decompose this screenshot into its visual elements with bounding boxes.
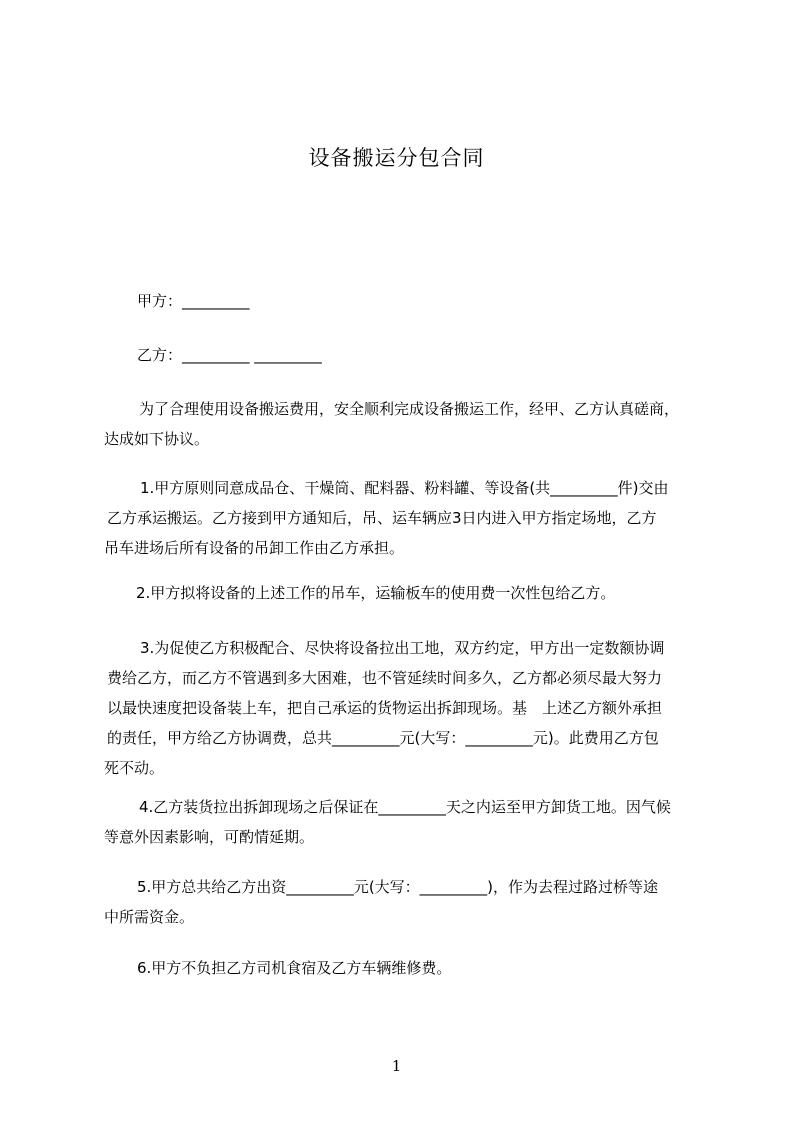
clause-2 — [104, 578, 710, 608]
clause-5 — [104, 872, 710, 932]
clause-line: 4.乙方装货拉出拆卸现场之后保证在_________天之内运至甲方卸货工地。因气候 — [139, 798, 671, 816]
clause-line: 3.为促使乙方积极配合、尽快将设备拉出工地，双方约定，甲方出一定数额协调 — [140, 639, 665, 657]
clause-line: 以最快速度把设备装上车，把自己承运的货物运出拆卸现场。基 上述乙方额外承担 — [107, 699, 663, 717]
clause-line: 乙方承运搬运。乙方接到甲方通知后，吊、运车辆应3日内进入甲方指定场地，乙方 — [107, 509, 657, 527]
intro-line: 达成如下协议。 — [104, 430, 210, 448]
clause-line: 1.甲方原则同意成品仓、干燥筒、配料器、粉料罐、等设备(共_________件)交由 — [140, 479, 669, 497]
clause-line: 6.甲方不负担乙方司机食宿及乙方车辆维修费。 — [137, 959, 452, 977]
clause-line: 死不动。 — [104, 759, 165, 777]
document-title: 设备搬运分包合同 — [308, 146, 485, 170]
intro-paragraph — [104, 394, 710, 454]
party-b-line: 乙方：_________ _________ — [137, 346, 322, 364]
clause-1 — [104, 473, 710, 563]
clause-line: 等意外因素影响，可酌情延期。 — [104, 828, 315, 846]
clause-6 — [104, 953, 710, 983]
clause-line: 吊车进场后所有设备的吊卸工作由乙方承担。 — [104, 539, 405, 557]
clause-line: 2.甲方拟将设备的上述工作的吊车，运输板车的使用费一次性包给乙方。 — [136, 584, 616, 602]
party-a-line: 甲方：_________ — [137, 292, 250, 310]
clause-line: 的责任，甲方给乙方协调费，总共_________元(大写：_________元)。此费用乙方包 — [107, 729, 659, 747]
clause-line: 中所需资金。 — [104, 908, 195, 926]
intro-line: 为了合理使用设备搬运费用，安全顺利完成设备搬运工作，经甲、乙方认真磋商， — [139, 400, 680, 418]
clause-3 — [104, 633, 710, 783]
clause-line: 5.甲方总共给乙方出资_________元(大写：_________)，作为去程过路过桥等途 — [137, 878, 659, 896]
clause-4 — [104, 792, 710, 852]
clause-line: 费给乙方，而乙方不管遇到多大困难，也不管延续时间多久，乙方都必须尽最大努力 — [107, 669, 663, 687]
page-number: 1 — [391, 1057, 402, 1075]
